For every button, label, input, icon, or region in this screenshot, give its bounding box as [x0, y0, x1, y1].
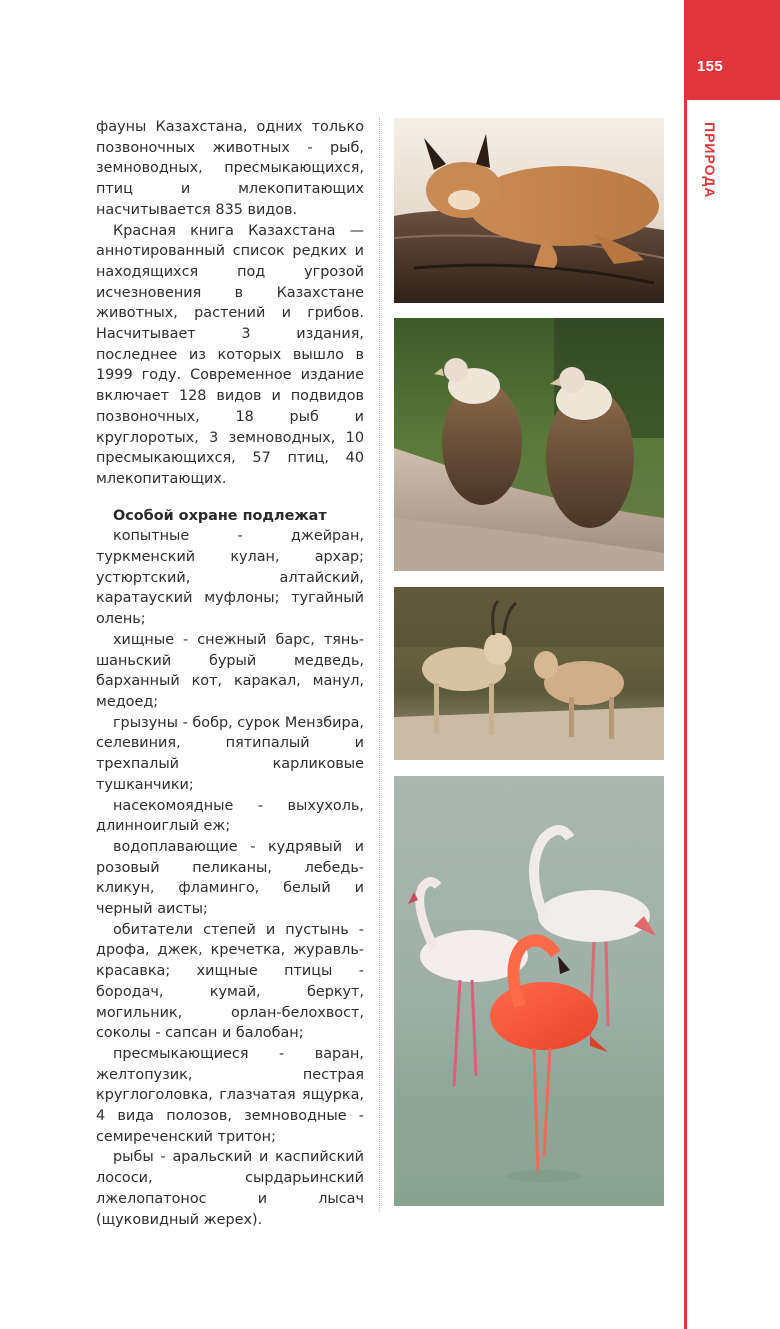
side-strip-line	[684, 0, 687, 1329]
red-book-paragraph: Красная книга Казахстана — аннотированный список редких и находящихся под угрозой исчезновения в Казахстане животных, растений и грибов. Насчитывает 3 издания, последнее из которых вышло в 1999 году. Современное издание включает 128 видов и подвидов позвоночных, 18 рыб и круглоротых, 3 земноводных, 10 пресмыкающихся, 57 птиц, 40 млекопитающих.	[96, 222, 364, 487]
page-number: 155	[697, 58, 723, 75]
list-item: водоплавающие - кудрявый и розовый пеликаны, лебедь-кликун, фламинго, белый и черный аисты;	[96, 838, 364, 918]
section-label: ПРИРОДА	[702, 122, 718, 199]
column-divider	[379, 117, 380, 1212]
article-text	[96, 117, 364, 1230]
caracal-image	[394, 118, 664, 303]
vultures-image	[394, 318, 664, 571]
list-item: копытные - джейран, туркменский кулан, архар; устюртский, алтайский, каратауский муфлоны; тугайный олень;	[96, 528, 364, 628]
vultures-photo	[394, 318, 664, 571]
intro-paragraph: фауны Казахстана, одних только позвоночных животных - рыб, земноводных, пресмыкающихся, птиц и млекопитающих насчитывается 835 видов.	[96, 119, 364, 218]
list-item: грызуны - бобр, сурок Мензбира, селевиния, пятипалый и трехпалый карликовые тушканчики;	[96, 714, 364, 793]
list-item: насекомоядные - выхухоль, длинноиглый еж;	[96, 797, 364, 835]
list-item: хищные - снежный барс, тянь-шаньский бурый медведь, барханный кот, каракал, манул, медоед;	[96, 631, 364, 710]
flamingos-photo	[394, 776, 664, 1206]
list-item: рыбы - аральский и каспийский лососи, сырдарьинский лжелопатонос и лысач (щуковидный жерех).	[96, 1149, 364, 1228]
gazelles-image	[394, 587, 664, 760]
list-item: пресмыкающиеся - варан, желтопузик, пестрая круглоголовка, глазчатая ящурка, 4 вида полозов, земноводные - семиреченский тритон;	[96, 1045, 364, 1145]
page-number-tab	[684, 0, 780, 100]
caracal-photo	[394, 118, 664, 303]
flamingos-image	[394, 776, 664, 1206]
protected-heading: Особой охране подлежат	[113, 507, 327, 524]
list-item: обитатели степей и пустынь - дрофа, джек, кречетка, журавль-красавка; хищные птицы - бородач, кумай, беркут, могильник, орлан-белохвост, соколы - сапсан и балобан;	[96, 921, 364, 1042]
protected-list	[96, 526, 364, 1230]
side-strip	[684, 0, 780, 1329]
gazelles-photo	[394, 587, 664, 760]
